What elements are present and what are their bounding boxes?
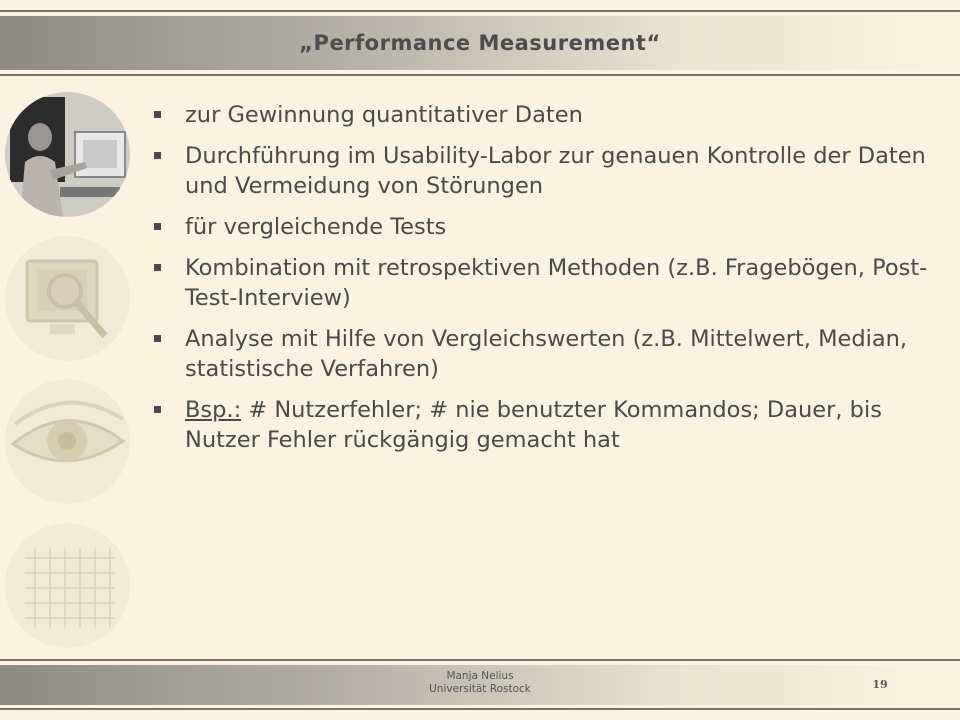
bullet-text: für vergleichende Tests	[185, 214, 447, 240]
example-label: Bsp.:	[185, 397, 242, 423]
bullet-item	[150, 253, 930, 313]
bullet-text: Durchführung im Usability-Labor zur genauen Kontrolle der Daten und Vermeidung von Störungen	[185, 143, 926, 199]
bullet-item	[150, 100, 930, 130]
square-bullet-icon	[154, 111, 161, 118]
square-bullet-icon	[154, 406, 161, 413]
bullet-item	[150, 212, 930, 242]
bullet-item	[150, 141, 930, 201]
square-bullet-icon	[154, 264, 161, 271]
author-name: Manja Nelius	[446, 670, 514, 682]
square-bullet-icon	[154, 152, 161, 159]
page-number: 19	[872, 678, 888, 691]
bottom-rule	[0, 708, 960, 710]
bullet-list	[150, 100, 930, 466]
slide-title: „Performance Measurement“	[299, 31, 661, 55]
title-rule	[0, 74, 960, 76]
institution-name: Universität Rostock	[429, 683, 531, 695]
eye-image	[5, 379, 130, 504]
bullet-text: zur Gewinnung quantitativer Daten	[185, 102, 583, 128]
square-bullet-icon	[154, 223, 161, 230]
footer-rule	[0, 659, 960, 661]
square-bullet-icon	[154, 335, 161, 342]
bullet-item	[150, 324, 930, 384]
bullet-item	[150, 395, 930, 455]
bullet-text: Kombination mit retrospektiven Methoden (z.B. Fragebögen, Post-Test-Interview)	[185, 255, 928, 311]
person-at-computer-image	[5, 92, 130, 217]
bullet-text: Analyse mit Hilfe von Vergleichswerten (z.B. Mittelwert, Median, statistische Verfahren)	[185, 326, 908, 382]
bullet-text: # Nutzerfehler; # nie benutzter Kommandos; Dauer, bis Nutzer Fehler rückgängig gemacht hat	[185, 397, 882, 453]
monitor-magnifier-image	[5, 236, 130, 361]
footer-author	[380, 670, 580, 696]
number-grid-image	[5, 523, 130, 648]
top-rule	[0, 10, 960, 12]
